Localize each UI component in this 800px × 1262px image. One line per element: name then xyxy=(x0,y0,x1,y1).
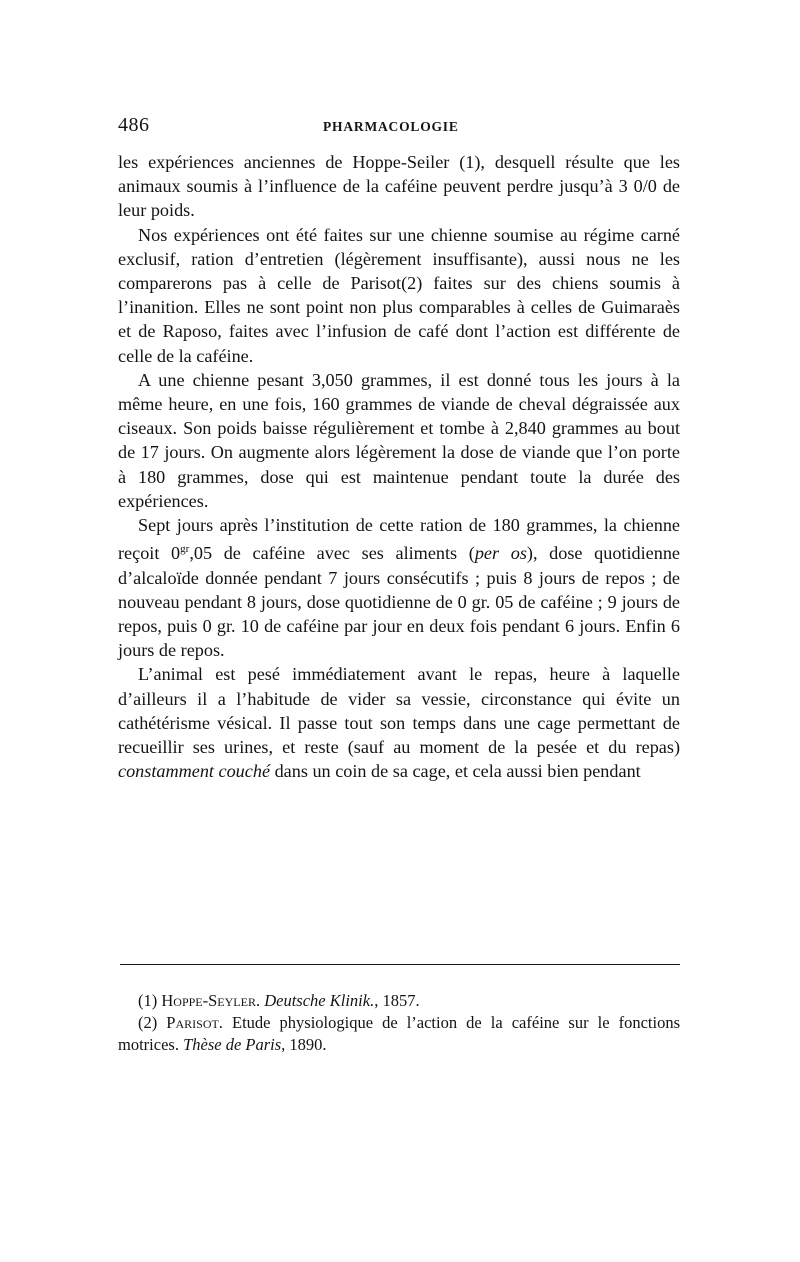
body-text xyxy=(118,150,680,783)
gram-abbrev-superscript: gr xyxy=(180,543,190,556)
running-title: PHARMACOLOGIE xyxy=(323,119,459,134)
per-os-italic: per os xyxy=(474,543,527,564)
footnote-divider xyxy=(120,964,680,965)
footnote-2-title: Thèse de Paris, xyxy=(183,1035,286,1054)
footnote-1 xyxy=(118,990,680,1012)
paragraph-2: Nos expériences ont été faites sur une chienne soumise au régime carné exclusif, ration d’entretien (légèrement insuffisante), aussi nous ne les comparerons pas à celle de Parisot(2) faites sur des chiens soumis à l’inanition. Elles ne sont point non plus comparables à celles de Guimaraès et de Raposo, faites avec l’infusion de café dont l’action est différente de celle de la caféine. xyxy=(118,224,680,366)
constamment-couche-italic: constamment couché xyxy=(118,761,271,782)
paragraph-4-part-a: Sept jours après l’institution de cette ration de 180 grammes, la chienne reçoit 0 xyxy=(118,515,680,564)
footnote-2-number: (2) xyxy=(138,1013,167,1032)
footnote-2-author: Parisot. xyxy=(166,1013,223,1032)
paragraph-5-part-a: L’animal est pesé immédiatement avant le repas, heure à laquelle d’ailleurs il a l’habitude de vider sa vessie, circonstance qui évite un cathétérisme vésical. Il passe tout son temps dans une cage permettant de recueillir ses urines, et reste (sauf au moment de la pesée et du repas) xyxy=(118,664,680,757)
footnote-2-year: 1890. xyxy=(285,1035,327,1054)
footnote-2-text: Etude physiologique de l’action de la caféine sur le fonctions motrices. xyxy=(118,1013,680,1054)
footnote-1-number: (1) xyxy=(138,991,162,1010)
page-header xyxy=(118,114,683,144)
paragraph-4-part-b: ,05 de caféine avec ses aliments ( xyxy=(189,543,475,564)
paragraph-5-part-b: dans un coin de sa cage, et cela aussi bien pendant xyxy=(270,761,641,782)
paragraph-3: A une chienne pesant 3,050 grammes, il est donné tous les jours à la même heure, en une fois, 160 grammes de viande de cheval dégraissée aux ciseaux. Son poids baisse régulièrement et tombe à 2,840 grammes au bout de 17 jours. On augmente alors légèrement la dose de viande que l’on porte à 180 grammes, dose qui est maintenue pendant toute la durée des expériences. xyxy=(118,369,680,511)
paragraph-5 xyxy=(118,662,680,783)
footnote-2 xyxy=(118,1012,680,1056)
footnote-1-title: Deutsche Klinik. xyxy=(264,991,375,1010)
footnote-1-author: Hoppe-Seyler. xyxy=(161,991,261,1010)
page-number: 486 xyxy=(118,114,150,136)
footnotes xyxy=(118,990,680,1056)
footnote-1-year: , 1857. xyxy=(374,991,420,1010)
paragraph-4-part-c: ), dose quotidienne d’alcaloïde donnée pendant 7 jours consécutifs ; puis 8 jours de repos ; de nouveau pendant 8 jours, dose quotidienne de 0 gr. 05 de caféine ; 9 jours de repos, puis 0 gr. 10 de caféine par jour en deux fois pendant 6 jours. Enfin 6 jours de repos. xyxy=(118,543,681,661)
paragraph-4 xyxy=(118,513,680,662)
paragraph-1: les expériences anciennes de Hoppe-Seiler (1), desquell résulte que les animaux soumis à l’influence de la caféine peuvent perdre jusqu’à 3 0/0 de leur poids. xyxy=(118,152,680,221)
